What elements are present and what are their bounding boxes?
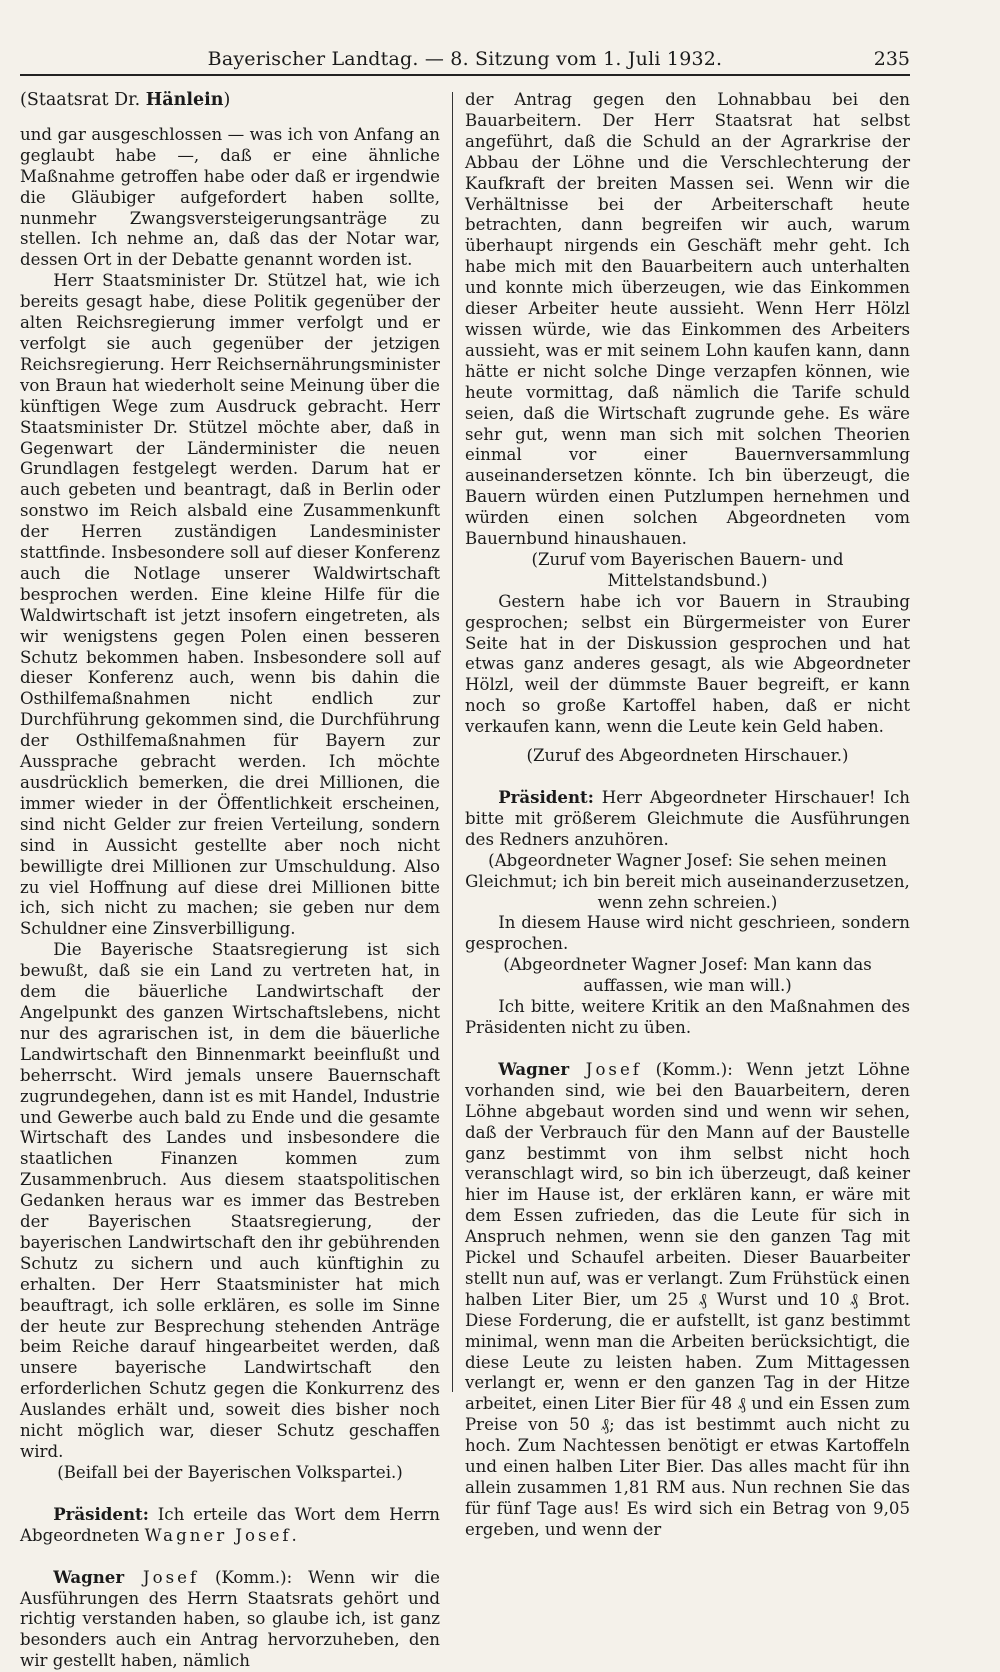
left-column <box>20 90 440 1672</box>
paragraph: Ich bitte, weitere Kritik an den Maßnahmen des Präsidenten nicht zu üben. <box>465 997 910 1037</box>
paragraph: Gestern habe ich vor Bauern in Straubing gesprochen; selbst ein Bürgermeister von Eurer Seite hat in der Diskussion gesprochen und hat etwas ganz anderes gesagt, als wie Abgeordneter Hölzl, weil der dümmste Bauer begreift, er kann noch so große Kartoffel haben, daß er nicht verkaufen kann, wenn die Leute kein Geld haben. <box>465 591 910 737</box>
speaker-reference-name: Hänlein <box>145 90 224 110</box>
interjection: (Zuruf vom Bayerischen Bauern- und Mittelstandsbund.) <box>531 549 844 590</box>
speaker-label: Präsident: <box>53 1503 149 1524</box>
page-number: 235 <box>873 48 910 70</box>
speech-president: Präsident: Ich erteile das Wort dem Herrn Abgeordneten Wagner Josef. <box>20 1503 440 1545</box>
paragraph: und gar ausgeschlossen — was ich von Anfang an geglaubt habe —, daß er eine ähnliche Maßnahme getroffen habe oder daß er irgendwie die Gläubiger aufgefordert haben sollte, nunmehr Zwangsversteigerungsanträge zu stellen. Ich nehme an, daß das der Notar war, dessen Ort in der Debatte genannt worden ist. <box>20 124 440 270</box>
paragraph: In diesem Hause wird nicht geschrieen, sondern gesprochen. <box>465 913 910 954</box>
column-divider <box>452 92 453 1392</box>
paragraph: der Antrag gegen den Lohnabbau bei den Bauarbeitern. Der Herr Staatsrat hat selbst angeführt, daß die Schuld an der Agrarkrise der Abbau der Löhne und die Verschlechterung der Kaufkraft der breiten Massen sei. Wenn wir die Verhältnisse bei der Arbeiterschaft heute betrachten, dann begreifen wir auch, warum überhaupt nirgends ein Geschäft mehr geht. Ich habe mich mit den Bauarbeitern auch unterhalten und konnte mich überzeugen, wie das Einkommen dieser Arbeiter heute aussieht. Wenn Herr Hölzl wissen würde, wie das Einkommen des Arbeiters aussieht, was er mit seinem Lohn kaufen kann, dann hätte er nicht solche Dinge verzapfen können, wie heute vormittag, daß nämlich die Tarife schuld seien, daß die Wirtschaft zugrunde gehe. Es wäre sehr gut, wenn man sich mit solchen Theorien einmal vor einer Bauernversammlung auseinandersetzen könnte. Ich bin überzeugt, die Bauern würden einen Putzlumpen hernehmen und würden einen solchen Abgeordneten vom Bauernbund hinaushauen. <box>465 90 910 549</box>
right-column <box>465 90 910 1541</box>
speaker-label: Präsident: <box>498 787 594 807</box>
speaker-name: Wagner Josef <box>144 1525 292 1545</box>
interjection: (Zuruf des Abgeordneten Hirschauer.) <box>526 746 849 766</box>
interjection: (Abgeordneter Wagner Josef: Sie sehen meinen Gleichmut; ich bin bereit mich auseinanderzusetzen, wenn zehn schreien.) <box>465 850 910 912</box>
header-rule <box>20 74 910 76</box>
page-header <box>20 44 910 74</box>
speech-president: Präsident: Herr Abgeordneter Hirschauer! Ich bitte mit größerem Gleichmute die Ausführungen des Redners anzuhören. <box>465 787 910 849</box>
running-title: Bayerischer Landtag. — 8. Sitzung vom 1. Juli 1932. <box>207 48 723 70</box>
speaker-label: Wagner <box>498 1058 570 1079</box>
interjection: (Beifall bei der Bayerischen Volkspartei.) <box>57 1462 403 1482</box>
speech-wagner: Wagner Josef (Komm.): Wenn jetzt Löhne vorhanden sind, wie bei den Bauarbeitern, deren Löhne abgebaut worden sind und wenn wir sehen, daß der Verbrauch für den Mann auf der Baustelle ganz bestimmt von ihm selbst nicht hoch veranschlagt wird, so bin ich überzeugt, daß keiner hier im Hause ist, der erklären kann, er wäre mit dem Essen zufrieden, das die Leute für sich in Anspruch nehmen, wenn sie den ganzen Tag mit Pickel und Schaufel arbeiten. Dieser Bauarbeiter stellt nun auf, was er verlangt. Zum Frühstück einen halben Liter Bier, um 25 ₰ Wurst und 10 ₰ Brot. Diese Forderung, die er aufstellt, ist ganz bestimmt minimal, wenn man die Arbeiten berücksichtigt, die diese Leute zu leisten haben. Zum Mittagessen verlangt er, wenn er den ganzen Tag in der Hitze arbeitet, einen Liter Bier für 48 ₰ und ein Essen zum Preise von 50 ₰; das ist bestimmt auch nicht zu hoch. Zum Nachtessen benötigt er etwas Kartoffeln und einen halben Liter Bier. Das alles macht für ihn allein zusammen 1,81 RM aus. Nun rechnen Sie das für fünf Tage aus! Es wird sich ein Betrag von 9,05 ergeben, und wenn der <box>465 1058 911 1539</box>
speaker-reference: (Staatsrat Dr. Hänlein) <box>20 90 231 110</box>
paragraph: Die Bayerische Staatsregierung ist sich bewußt, daß sie ein Land zu vertreten hat, in dem die bäuerliche Landwirtschaft der Angelpunkt des ganzen Wirtschaftslebens, nicht nur des agrarischen ist, in dem die bäuerliche Landwirtschaft den Binnenmarkt beeinflußt und beherrscht. Wird jemals unsere Bauernschaft zugrundegehen, dann ist es mit Handel, Industrie und Gewerbe auch bald zu Ende und die gesamte Wirtschaft des Landes und insbesondere die staatlichen Finanzen kommen zum Zusammenbruch. Aus diesem staatspolitischen Gedanken heraus war es immer das Bestreben der Bayerischen Staatsregierung, der bayerischen Landwirtschaft den ihr gebührenden Schutz zu sichern und auch künftighin zu erhalten. Der Herr Staatsminister hat mich beauftragt, ich solle erklären, es solle im Sinne der heute zur Besprechung stehenden Anträge beim Reiche darauf hingearbeitet werden, daß unsere bayerische Landwirtschaft den erforderlichen Schutz gegen die Konkurrenz des Auslandes erhält und, soweit dies bisher noch nicht möglich war, dieser Schutz geschaffen wird. <box>20 940 440 1461</box>
interjection: (Abgeordneter Wagner Josef: Man kann das auffassen, wie man will.) <box>503 955 872 996</box>
speaker-label: Wagner <box>53 1566 125 1587</box>
speech-wagner: Wagner Josef (Komm.): Wenn wir die Ausführungen des Herrn Staatsrats gehört und richtig verstanden haben, so glaube ich, ist ganz besonders auch ein Antrag hervorzuheben, den wir gestellt haben, nämlich <box>20 1566 440 1671</box>
paragraph: Herr Staatsminister Dr. Stützel hat, wie ich bereits gesagt habe, diese Politik gegenüber der alten Reichsregierung immer verfolgt und er verfolgt sie auch gegenüber der jetzigen Reichsregierung. Herr Reichsernährungsminister von Braun hat wiederholt seine Meinung über die künftigen Wege zum Ausdruck gebracht. Herr Staatsminister Dr. Stützel möchte aber, daß in Gegenwart der Länderminister die neuen Grundlagen festgelegt werden. Darum hat er auch gebeten und beantragt, daß in Berlin oder sonstwo im Reich alsbald eine Zusammenkunft der Herren zuständigen Landesminister stattfinde. Insbesondere soll auf dieser Konferenz auch die Notlage unserer Waldwirtschaft besprochen werden. Eine kleine Hilfe für die Waldwirtschaft ist jetzt insofern eingetreten, als wir wenigstens gegen Polen einen besseren Schutz bekommen haben. Insbesondere soll auf dieser Konferenz auch, wenn bis dahin die Osthilfemaßnahmen nicht endlich zur Durchführung gekommen sind, die Durchführung der Osthilfemaßnahmen für Bayern zur Aussprache gebracht werden. Ich möchte ausdrücklich bemerken, die drei Millionen, die immer wieder in der Öffentlichkeit erscheinen, sind nicht Gelder zur freien Verteilung, sondern sind in Aussicht gestellte aber noch nicht bewilligte drei Millionen zur Umschuldung. Also zu viel Hoffnung auf diese drei Millionen bitte ich, sich nicht zu machen; sie geben nur dem Schuldner eine Zinsverbilligung. <box>20 271 440 939</box>
